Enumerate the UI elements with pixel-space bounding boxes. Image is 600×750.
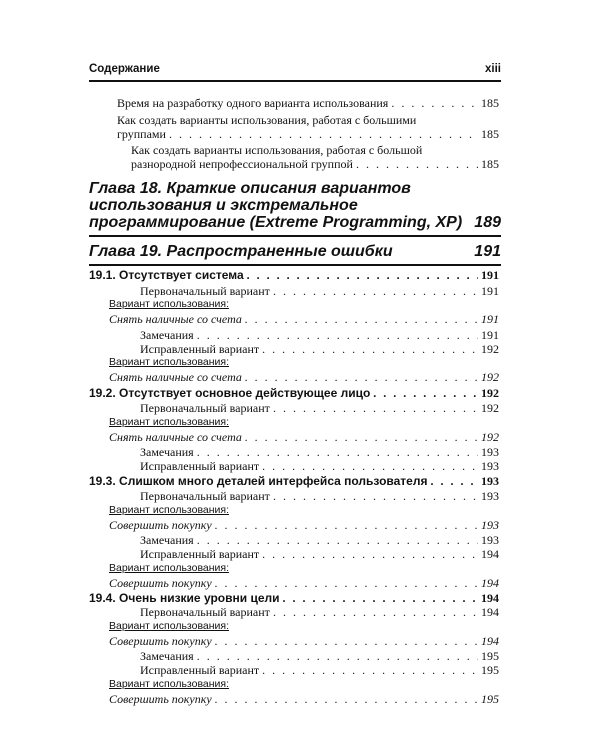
dot-leader <box>273 489 478 504</box>
entry-text-line2: разнородной непрофессиональной группой <box>131 157 353 171</box>
entry-page: 194 <box>481 576 499 590</box>
entry-page: 195 <box>481 692 499 706</box>
entry-page: 193 <box>481 474 499 488</box>
entry-text-line1: Как создать варианты использования, работая с большой <box>131 143 423 157</box>
entry-text: Совершить покупку <box>109 518 212 532</box>
entry-text: Замечания <box>140 445 194 459</box>
entry-text: Исправленный вариант <box>140 459 260 473</box>
toc-subentry[interactable] <box>140 342 499 357</box>
dot-leader <box>197 328 478 343</box>
entry-text: Снять наличные со счета <box>109 370 242 384</box>
dot-leader <box>247 268 478 283</box>
dot-leader <box>283 591 479 606</box>
entry-page: 185 <box>481 157 499 171</box>
toc-use-case-entry[interactable] <box>109 634 499 649</box>
dot-leader <box>391 96 478 111</box>
toc-use-case-entry[interactable] <box>109 370 499 385</box>
entry-text: Замечания <box>140 533 194 547</box>
dot-leader <box>262 459 478 474</box>
toc-subentry[interactable] <box>140 328 499 343</box>
entry-text: 19.4. Очень низкие уровни цели <box>89 591 280 605</box>
entry-text: Время на разработку одного варианта использования <box>117 96 389 110</box>
entry-text: Первоначальный вариант <box>140 284 270 298</box>
entry-page: 191 <box>481 328 499 342</box>
toc-subentry[interactable] <box>140 445 499 460</box>
toc-entry[interactable] <box>117 127 499 142</box>
entry-text: Исправленный вариант <box>140 342 260 356</box>
entry-text: Исправленный вариант <box>140 663 260 677</box>
entry-page: 192 <box>481 342 499 356</box>
entry-text: 19.3. Слишком много деталей интерфейса пользователя <box>89 474 428 488</box>
entry-text: Совершить покупку <box>109 634 212 648</box>
entry-text: Снять наличные со счета <box>109 312 242 326</box>
running-header-page-number: xiii <box>485 63 501 75</box>
entry-page: 185 <box>481 127 499 141</box>
dot-leader <box>430 474 478 489</box>
toc-subentry[interactable] <box>140 401 499 416</box>
use-case-label: Вариант использования: <box>109 678 230 690</box>
toc-subentry[interactable] <box>140 284 499 299</box>
use-case-label: Вариант использования: <box>109 298 230 310</box>
dot-leader <box>273 605 478 620</box>
entry-page: 193 <box>481 533 499 547</box>
dot-leader <box>197 649 478 664</box>
entry-page: 192 <box>481 370 499 384</box>
dot-leader <box>215 692 478 707</box>
toc-section-entry[interactable] <box>89 474 499 489</box>
use-case-label: Вариант использования: <box>109 356 230 368</box>
toc-subentry[interactable] <box>140 605 499 620</box>
entry-text: Снять наличные со счета <box>109 430 242 444</box>
entry-page: 192 <box>481 386 499 400</box>
dot-leader <box>215 634 478 649</box>
chapter-19-page: 191 <box>474 243 501 260</box>
toc-subentry[interactable] <box>140 547 499 562</box>
toc-use-case-entry[interactable] <box>109 692 499 707</box>
chapter-18-title-line2[interactable]: использования и экстремальное <box>89 197 358 214</box>
entry-page: 193 <box>481 459 499 473</box>
dot-leader <box>245 430 478 445</box>
entry-page: 191 <box>481 284 499 298</box>
use-case-label: Вариант использования: <box>109 562 230 574</box>
chapter-18-page: 189 <box>474 214 501 231</box>
entry-page: 193 <box>481 489 499 503</box>
entry-text: Первоначальный вариант <box>140 489 270 503</box>
dot-leader <box>245 370 478 385</box>
entry-text: Совершить покупку <box>109 692 212 706</box>
dot-leader <box>169 127 478 142</box>
toc-subentry[interactable] <box>140 663 499 678</box>
toc-subentry[interactable] <box>140 459 499 474</box>
entry-page: 194 <box>481 634 499 648</box>
dot-leader <box>273 284 478 299</box>
chapter-18-rule <box>89 235 501 237</box>
toc-use-case-entry[interactable] <box>109 518 499 533</box>
dot-leader <box>215 518 478 533</box>
chapter-19-rule <box>89 264 501 266</box>
running-header-title: Содержание <box>89 63 160 75</box>
dot-leader <box>262 342 478 357</box>
use-case-label: Вариант использования: <box>109 416 230 428</box>
use-case-label: Вариант использования: <box>109 620 230 632</box>
entry-page: 191 <box>481 312 499 326</box>
entry-page: 192 <box>481 401 499 415</box>
entry-page: 195 <box>481 649 499 663</box>
dot-leader <box>262 663 478 678</box>
entry-text: Исправленный вариант <box>140 547 260 561</box>
toc-subentry[interactable] <box>140 533 499 548</box>
entry-page: 193 <box>481 445 499 459</box>
chapter-18-title-line3[interactable]: программирование (Extreme Programming, XP) <box>89 214 463 231</box>
entry-text: 19.2. Отсутствует основное действующее лицо <box>89 386 371 400</box>
toc-entry[interactable] <box>117 96 499 111</box>
toc-section-entry[interactable] <box>89 268 499 283</box>
dot-leader <box>197 445 478 460</box>
header-rule <box>89 80 501 82</box>
dot-leader <box>262 547 478 562</box>
entry-page: 194 <box>481 605 499 619</box>
entry-text: Совершить покупку <box>109 576 212 590</box>
entry-page: 192 <box>481 430 499 444</box>
dot-leader <box>197 533 478 548</box>
chapter-19-title[interactable]: Глава 19. Распространенные ошибки <box>89 243 393 260</box>
use-case-label: Вариант использования: <box>109 504 230 516</box>
entry-text-line1: Как создать варианты использования, работая с большими <box>117 113 417 127</box>
entry-page: 185 <box>481 96 499 110</box>
entry-page: 194 <box>481 591 499 605</box>
entry-text: Первоначальный вариант <box>140 401 270 415</box>
dot-leader <box>373 386 478 401</box>
entry-text: 19.1. Отсутствует система <box>89 268 244 282</box>
entry-text-line2: группами <box>117 127 166 141</box>
dot-leader <box>245 312 478 327</box>
entry-text: Первоначальный вариант <box>140 605 270 619</box>
toc-use-case-entry[interactable] <box>109 430 499 445</box>
entry-text: Замечания <box>140 649 194 663</box>
toc-use-case-entry[interactable] <box>109 312 499 327</box>
toc-subentry[interactable] <box>140 489 499 504</box>
chapter-18-title-line1[interactable]: Глава 18. Краткие описания вариантов <box>89 180 411 197</box>
toc-section-entry[interactable] <box>89 591 499 606</box>
entry-page: 193 <box>481 518 499 532</box>
toc-subentry[interactable] <box>140 649 499 664</box>
toc-section-entry[interactable] <box>89 386 499 401</box>
entry-page: 191 <box>481 268 499 282</box>
entry-text: Замечания <box>140 328 194 342</box>
entry-page: 195 <box>481 663 499 677</box>
dot-leader <box>273 401 478 416</box>
entry-page: 194 <box>481 547 499 561</box>
toc-use-case-entry[interactable] <box>109 576 499 591</box>
dot-leader <box>215 576 478 591</box>
toc-entry[interactable] <box>131 157 499 172</box>
dot-leader <box>356 157 478 172</box>
